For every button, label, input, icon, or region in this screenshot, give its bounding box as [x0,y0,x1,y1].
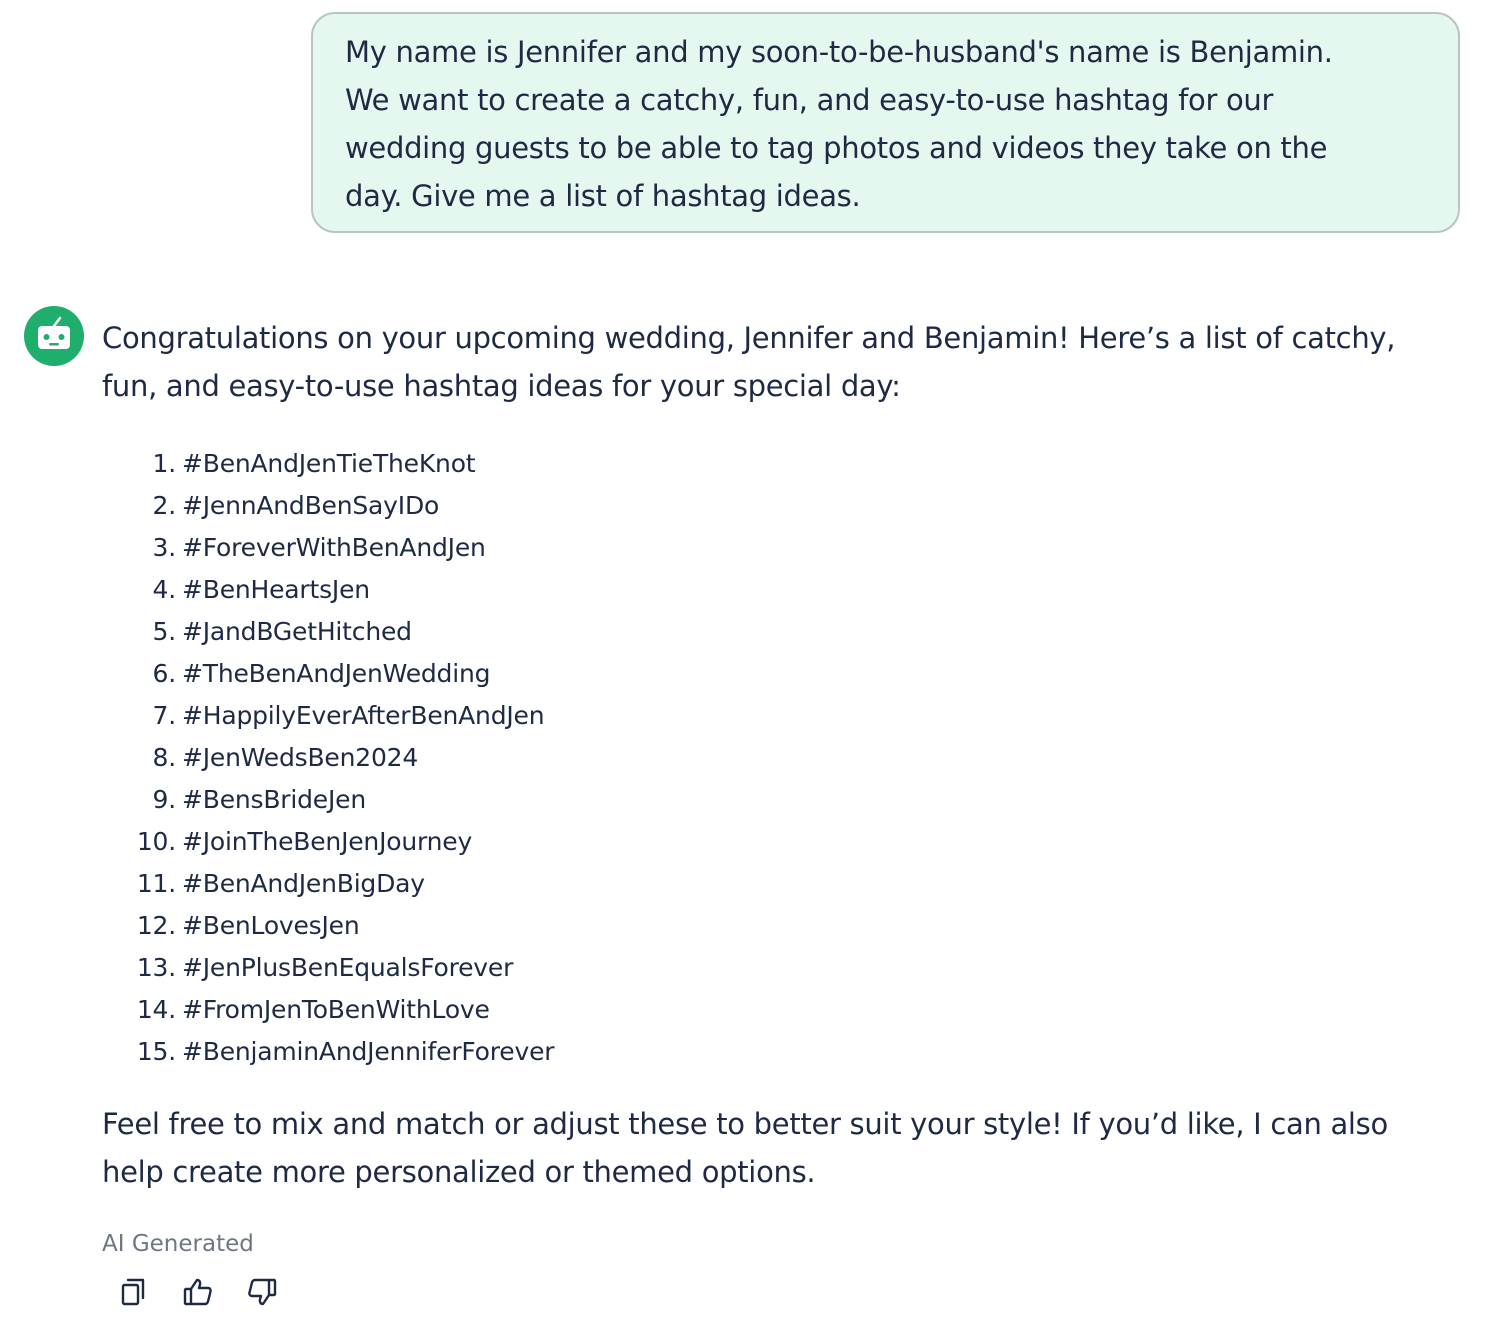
list-item-number: 6. [152,659,176,688]
thumbs-up-icon [180,1274,216,1310]
list-item-number: 3. [152,533,176,562]
list-item-number: 11. [136,869,176,898]
list-item-number: 13. [136,953,176,982]
list-item [102,569,802,611]
list-item-hashtag: #JenWedsBen2024 [182,743,419,772]
assistant-outro-line: help create more personalized or themed options. [102,1155,816,1189]
list-item-hashtag: #BensBrideJen [182,785,366,814]
user-message-line: wedding guests to be able to tag photos and videos they take on the [345,131,1328,165]
list-item [102,821,802,863]
list-item [102,779,802,821]
list-item-number: 7. [152,701,176,730]
user-message-line: My name is Jennifer and my soon-to-be-husband's name is Benjamin. [345,35,1333,69]
list-item [102,947,802,989]
list-item [102,695,802,737]
list-item [102,737,802,779]
list-item-hashtag: #JennAndBenSayIDo [182,491,440,520]
list-item-number: 12. [136,911,176,940]
user-message-text [345,28,1434,220]
list-item-number: 9. [152,785,176,814]
list-item [102,527,802,569]
list-item-number: 5. [152,617,176,646]
list-item-number: 1. [152,449,176,478]
assistant-outro [102,1100,1462,1196]
list-item-hashtag: #TheBenAndJenWedding [182,659,491,688]
list-item-number: 2. [152,491,176,520]
assistant-avatar [24,306,84,366]
list-item-hashtag: #HappilyEverAfterBenAndJen [182,701,545,730]
user-message-line: day. Give me a list of hashtag ideas. [345,179,861,213]
list-item-number: 14. [136,995,176,1024]
list-item [102,863,802,905]
list-item [102,989,802,1031]
list-item-hashtag: #JandBGetHitched [182,617,412,646]
list-item-number: 8. [152,743,176,772]
list-item-hashtag: #FromJenToBenWithLove [182,995,490,1024]
list-item [102,1031,802,1073]
copy-button[interactable] [116,1274,152,1310]
user-message-line: We want to create a catchy, fun, and easy-to-use hashtag for our [345,83,1274,117]
ai-generated-label: AI Generated [102,1231,254,1257]
list-item [102,611,802,653]
copy-icon [116,1274,152,1310]
list-item-hashtag: #BenAndJenBigDay [182,869,425,898]
assistant-intro [102,314,1462,410]
list-item [102,443,802,485]
assistant-message [102,314,1462,1189]
list-item-number: 10. [136,827,176,856]
list-item-hashtag: #BenAndJenTieTheKnot [182,449,476,478]
list-item-hashtag: #JoinTheBenJenJourney [182,827,473,856]
list-item-hashtag: #JenPlusBenEqualsForever [182,953,514,982]
thumbs-down-button[interactable] [244,1274,280,1310]
assistant-intro-line: fun, and easy-to-use hashtag ideas for your special day: [102,369,901,403]
user-message-bubble [311,12,1460,233]
list-item [102,653,802,695]
list-item-hashtag: #ForeverWithBenAndJen [182,533,486,562]
thumbs-down-icon [244,1274,280,1310]
assistant-intro-line: Congratulations on your upcoming wedding, Jennifer and Benjamin! Here’s a list of catchy, [102,321,1396,355]
list-item [102,905,802,947]
list-item-number: 4. [152,575,176,604]
list-item-hashtag: #BenLovesJen [182,911,360,940]
robot-icon [24,306,84,366]
hashtag-list [102,443,802,1073]
list-item [102,485,802,527]
list-item-number: 15. [136,1037,176,1066]
list-item-hashtag: #BenHeartsJen [182,575,370,604]
list-item-hashtag: #BenjaminAndJenniferForever [182,1037,555,1066]
assistant-outro-line: Feel free to mix and match or adjust these to better suit your style! If you’d like, I can also [102,1107,1388,1141]
thumbs-up-button[interactable] [180,1274,216,1310]
